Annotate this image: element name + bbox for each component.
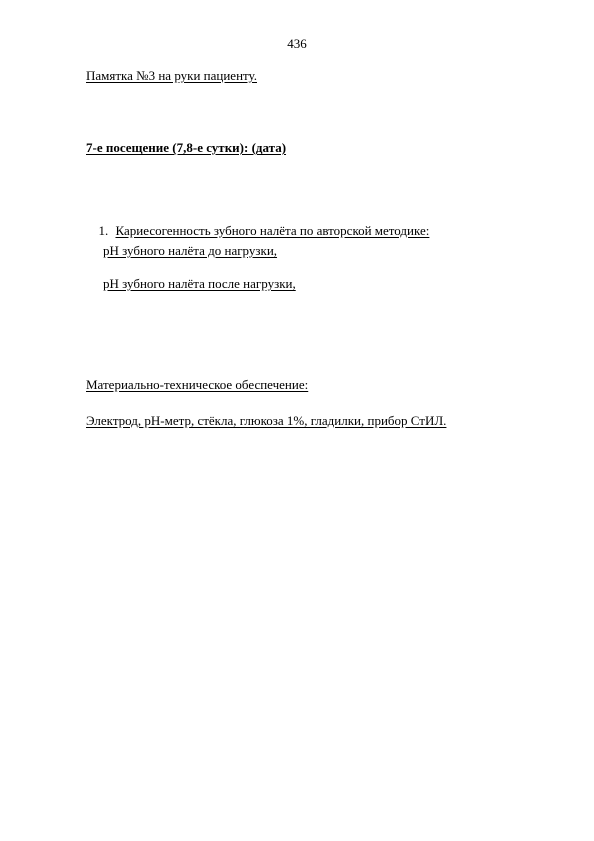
indent-underline xyxy=(86,243,103,259)
ph-before-line xyxy=(86,243,277,259)
list-item-1 xyxy=(92,207,429,239)
ph-after-text: pH зубного налёта после нагрузки, xyxy=(103,276,296,291)
memo-line: Памятка №3 на руки пациенту. xyxy=(86,68,257,83)
ph-before-text: pH зубного налёта до нагрузки, xyxy=(103,243,278,258)
materials-list: Электрод, рН-метр, стёкла, глюкоза 1%, гладилки, прибор СтИЛ. xyxy=(86,413,447,428)
ph-after-line xyxy=(86,276,296,292)
indent-underline xyxy=(86,276,103,292)
visit-heading: 7-е посещение (7,8-е сутки): (дата) xyxy=(86,140,287,155)
materials-heading: Материально-техническое обеспечение: xyxy=(86,377,309,392)
list-item-number: 1. xyxy=(98,223,109,238)
list-item-text: Кариесогенность зубного налёта по авторской методике: xyxy=(115,223,430,238)
page-number: 436 xyxy=(287,36,307,51)
